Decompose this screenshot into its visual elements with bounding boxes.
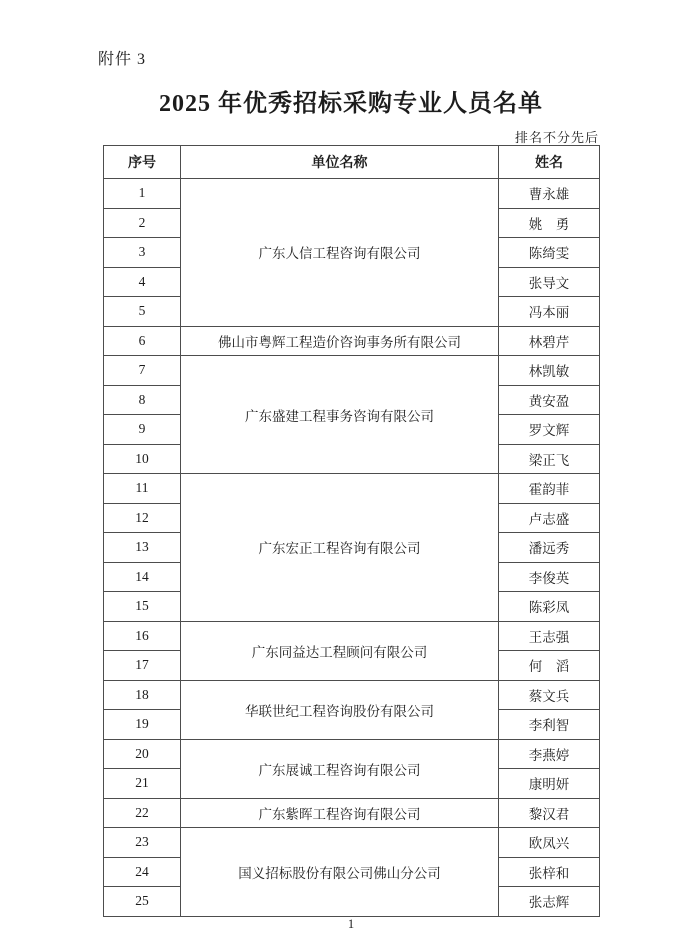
table-row bbox=[104, 179, 600, 209]
serial-cell: 17 bbox=[104, 651, 181, 681]
serial-cell: 19 bbox=[104, 710, 181, 740]
serial-cell: 14 bbox=[104, 562, 181, 592]
name-cell: 潘远秀 bbox=[499, 533, 600, 563]
serial-cell: 21 bbox=[104, 769, 181, 799]
table-row bbox=[104, 680, 600, 710]
table-row bbox=[104, 621, 600, 651]
serial-cell: 8 bbox=[104, 385, 181, 415]
name-cell: 李利智 bbox=[499, 710, 600, 740]
table-row bbox=[104, 474, 600, 504]
serial-cell: 11 bbox=[104, 474, 181, 504]
table-body bbox=[104, 179, 600, 917]
ranking-note: 排名不分先后 bbox=[514, 130, 599, 145]
header-company: 单位名称 bbox=[181, 146, 499, 179]
name-cell: 陈彩凤 bbox=[499, 592, 600, 622]
name-cell: 陈绮雯 bbox=[499, 238, 600, 268]
name-cell: 罗文辉 bbox=[499, 415, 600, 445]
serial-cell: 4 bbox=[104, 267, 181, 297]
name-cell: 王志强 bbox=[499, 621, 600, 651]
roster-table bbox=[103, 145, 600, 917]
company-cell: 广东盛建工程事务咨询有限公司 bbox=[181, 356, 499, 474]
page-title: 2025 年优秀招标采购专业人员名单 bbox=[159, 91, 543, 117]
name-cell: 林凯敏 bbox=[499, 356, 600, 386]
table-row bbox=[104, 326, 600, 356]
serial-cell: 20 bbox=[104, 739, 181, 769]
name-cell: 冯本丽 bbox=[499, 297, 600, 327]
serial-cell: 7 bbox=[104, 356, 181, 386]
name-cell: 蔡文兵 bbox=[499, 680, 600, 710]
company-cell: 广东同益达工程顾问有限公司 bbox=[181, 621, 499, 680]
serial-cell: 16 bbox=[104, 621, 181, 651]
name-cell: 姚 勇 bbox=[499, 208, 600, 238]
name-cell: 卢志盛 bbox=[499, 503, 600, 533]
company-cell: 广东宏正工程咨询有限公司 bbox=[181, 474, 499, 622]
name-cell: 霍韵菲 bbox=[499, 474, 600, 504]
header-serial: 序号 bbox=[104, 146, 181, 179]
table-row bbox=[104, 739, 600, 769]
name-cell: 梁正飞 bbox=[499, 444, 600, 474]
serial-cell: 22 bbox=[104, 798, 181, 828]
name-cell: 张志辉 bbox=[499, 887, 600, 917]
table-row bbox=[104, 828, 600, 858]
serial-cell: 6 bbox=[104, 326, 181, 356]
company-cell: 华联世纪工程咨询股份有限公司 bbox=[181, 680, 499, 739]
name-cell: 林碧芹 bbox=[499, 326, 600, 356]
serial-cell: 5 bbox=[104, 297, 181, 327]
serial-cell: 3 bbox=[104, 238, 181, 268]
serial-cell: 18 bbox=[104, 680, 181, 710]
serial-cell: 12 bbox=[104, 503, 181, 533]
table-header-row bbox=[104, 146, 600, 179]
page-number: 1 bbox=[347, 917, 355, 931]
name-cell: 康明妍 bbox=[499, 769, 600, 799]
name-cell: 何 滔 bbox=[499, 651, 600, 681]
attachment-label: 附件 3 bbox=[98, 51, 147, 68]
serial-cell: 25 bbox=[104, 887, 181, 917]
company-cell: 佛山市粤辉工程造价咨询事务所有限公司 bbox=[181, 326, 499, 356]
serial-cell: 9 bbox=[104, 415, 181, 445]
serial-cell: 1 bbox=[104, 179, 181, 209]
serial-cell: 15 bbox=[104, 592, 181, 622]
name-cell: 黎汉君 bbox=[499, 798, 600, 828]
name-cell: 欧凤兴 bbox=[499, 828, 600, 858]
serial-cell: 10 bbox=[104, 444, 181, 474]
company-cell: 广东紫晖工程咨询有限公司 bbox=[181, 798, 499, 828]
table-row bbox=[104, 356, 600, 386]
table-row bbox=[104, 798, 600, 828]
company-cell: 广东人信工程咨询有限公司 bbox=[181, 179, 499, 327]
name-cell: 黄安盈 bbox=[499, 385, 600, 415]
name-cell: 张梓和 bbox=[499, 857, 600, 887]
serial-cell: 13 bbox=[104, 533, 181, 563]
name-cell: 李俊英 bbox=[499, 562, 600, 592]
company-cell: 广东展诚工程咨询有限公司 bbox=[181, 739, 499, 798]
serial-cell: 24 bbox=[104, 857, 181, 887]
header-name: 姓名 bbox=[499, 146, 600, 179]
serial-cell: 2 bbox=[104, 208, 181, 238]
serial-cell: 23 bbox=[104, 828, 181, 858]
company-cell: 国义招标股份有限公司佛山分公司 bbox=[181, 828, 499, 917]
name-cell: 李燕婷 bbox=[499, 739, 600, 769]
name-cell: 曹永雄 bbox=[499, 179, 600, 209]
name-cell: 张导文 bbox=[499, 267, 600, 297]
